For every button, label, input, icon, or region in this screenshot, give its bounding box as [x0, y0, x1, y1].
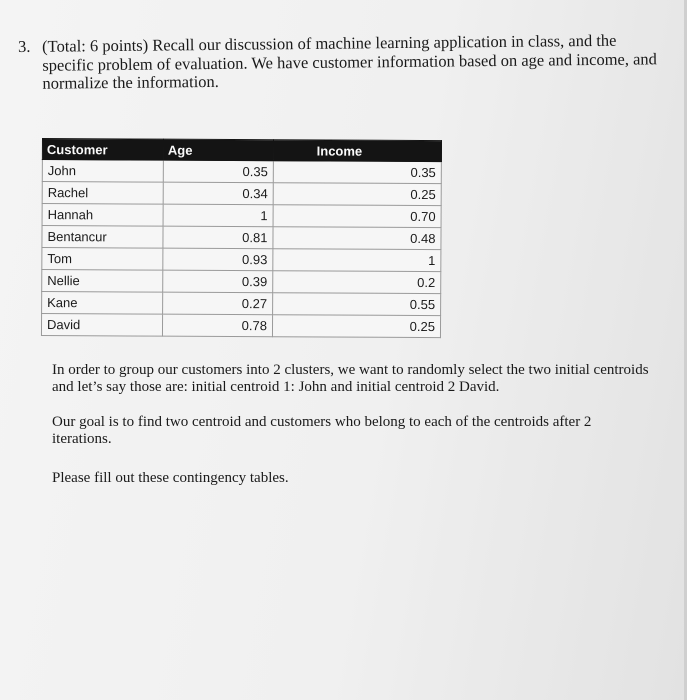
paragraph-goal: Our goal is to find two centroid and customers who belong to each of the centroids after 2 iterations. — [52, 414, 592, 447]
table-row — [42, 226, 441, 250]
income-value: 0.35 — [273, 161, 441, 184]
age-value: 0.93 — [163, 248, 273, 271]
customer-name: Kane — [42, 292, 163, 315]
paragraph-centroids: In order to group our customers into 2 clusters, we want to randomly select the two initial centroids and let’s say those are: initial centroid 1: John and initial centroid 2 David. — [52, 362, 649, 395]
age-value: 0.39 — [163, 270, 273, 293]
age-value: 1 — [163, 204, 273, 227]
table-row — [41, 314, 440, 338]
table-row — [42, 204, 441, 228]
table-row — [42, 270, 441, 294]
age-value: 0.78 — [162, 314, 272, 337]
age-value: 0.35 — [163, 160, 273, 183]
customer-name: Rachel — [42, 182, 163, 205]
customer-name: David — [41, 314, 162, 337]
customer-name: Nellie — [42, 270, 163, 293]
customer-name: Tom — [42, 248, 163, 271]
age-value: 0.27 — [163, 292, 273, 315]
table-row — [42, 248, 441, 272]
income-value: 0.70 — [273, 205, 441, 228]
customer-name: Hannah — [42, 204, 163, 227]
income-value: 0.48 — [273, 227, 441, 250]
question-text: (Total: 6 points) Recall our discussion of machine learning application in class, and the specific problem of evaluation. We have customer information based on age and income, and normalize the information. — [41, 30, 657, 93]
income-value: 0.25 — [272, 315, 440, 338]
paragraph-instruction: Please fill out these contingency tables. — [52, 470, 289, 486]
table-row — [42, 292, 441, 316]
table-header-row — [42, 139, 441, 162]
customer-name: Bentancur — [42, 226, 163, 249]
question-number: 3. — [17, 36, 31, 56]
age-value: 0.81 — [163, 226, 273, 249]
age-value: 0.34 — [163, 182, 273, 205]
header-customer: Customer — [42, 139, 163, 161]
table-row — [42, 160, 441, 184]
income-value: 0.2 — [273, 271, 441, 294]
header-age: Age — [163, 139, 273, 161]
income-value: 0.25 — [273, 183, 441, 206]
table-row — [42, 182, 441, 206]
income-value: 1 — [273, 249, 441, 272]
customer-table — [41, 138, 442, 338]
income-value: 0.55 — [273, 293, 441, 316]
customer-name: John — [42, 160, 163, 183]
header-income: Income — [273, 140, 441, 162]
